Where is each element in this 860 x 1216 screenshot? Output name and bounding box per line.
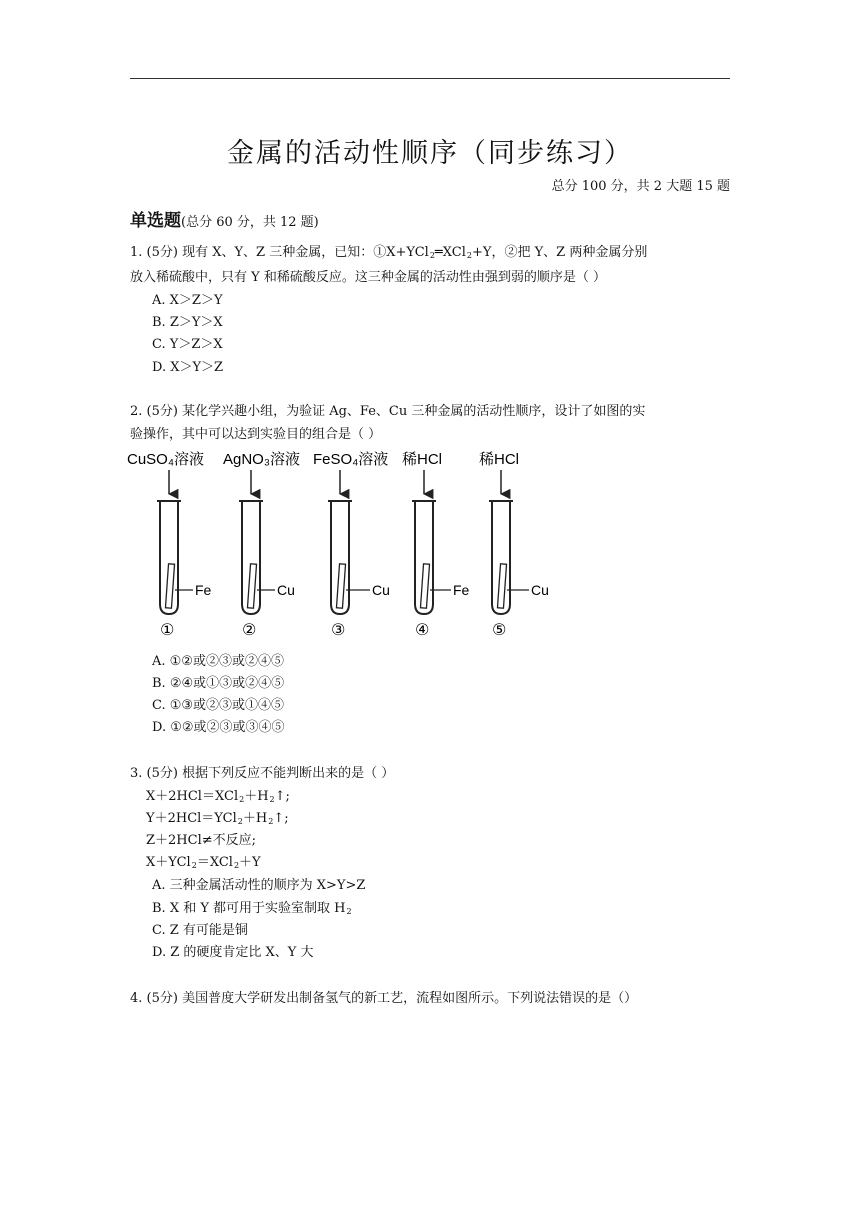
q3-equation-1: $X+2HCl=XCl_2+H_2↑$;: [146, 789, 290, 804]
tube-1-reagent: CuSO₄溶液: [127, 451, 204, 468]
tube-1-strip: [165, 564, 174, 608]
tube-5-strip: [497, 564, 506, 608]
tube-2-strip: [247, 564, 256, 608]
q3-option-d[interactable]: D. Z 的硬度肯定比 X、Y 大: [152, 945, 314, 960]
q2-option-b[interactable]: B. ②④或①③或②④⑤: [152, 676, 285, 691]
tube-3: [313, 450, 390, 639]
tube-4-reagent: 稀HCl: [402, 451, 442, 468]
tube-5-reagent: 稀HCl: [479, 451, 519, 468]
section-heading: 单选题: [130, 211, 181, 231]
q1-option-c[interactable]: C. Y＞Z＞X: [152, 337, 223, 352]
q3-line1: 3. (5分) 根据下列反应不能判断出来的是（ ）: [130, 766, 395, 781]
tube-4-number: ④: [415, 622, 430, 639]
section-info: (总分 60 分，共 12 题): [181, 215, 319, 230]
q2-option-a[interactable]: A. ①②或②③或②④⑤: [152, 654, 284, 669]
q3-option-b[interactable]: B. X 和 Y 都可用于实验室制取 $H_2$: [152, 901, 352, 916]
q3-option-a[interactable]: A. 三种金属活动性的顺序为 X>Y>Z: [152, 878, 366, 893]
q1-option-a[interactable]: A. X＞Z＞Y: [152, 293, 223, 308]
tube-5: [479, 451, 549, 639]
tube-5-metal: Cu: [531, 582, 549, 598]
tube-4-strip: [420, 564, 429, 608]
tube-3-metal: Cu: [372, 582, 390, 598]
tube-2-number: ②: [242, 622, 257, 639]
tube-3-number: ③: [331, 622, 346, 639]
q3-equation-3: Z＋2HCl≠不反应;: [146, 833, 257, 848]
tube-5-number: ⑤: [492, 622, 507, 639]
tube-3-reagent: FeSO₄溶液: [313, 451, 389, 468]
q1-line2: 放入稀硫酸中，只有 Y 和稀硫酸反应。这三种金属的活动性由强到弱的顺序是（ ）: [130, 270, 606, 285]
q1-option-b[interactable]: B. Z＞Y＞X: [152, 315, 223, 330]
q4-line1: 4. (5分) 美国普度大学研发出制备氢气的新工艺，流程如图所示。下列说法错误的是（）: [130, 991, 638, 1006]
q3-option-c[interactable]: C. Z 有可能是铜: [152, 923, 248, 938]
tube-2: [223, 450, 300, 639]
q2-line1: 2. (5分) 某化学兴趣小组，为验证 Ag、Fe、Cu 三种金属的活动性顺序，设计了如图的实: [130, 404, 646, 419]
q3-equation-4: X＋YCl$_2$＝XCl$_2$＋Y: [146, 855, 261, 870]
tube-2-metal: Cu: [277, 582, 295, 598]
q3-equation-2: $Y+2HCl=YCl_2+H_2↑$;: [146, 811, 289, 826]
q2-option-d[interactable]: D. ①②或②③或③④⑤: [152, 720, 285, 735]
exam-summary: 总分 100 分，共 2 大题 15 题: [551, 179, 730, 194]
tube-4-metal: Fe: [453, 582, 470, 598]
tube-1-number: ①: [160, 622, 175, 639]
page-title: 金属的活动性顺序（同步练习）: [227, 138, 633, 169]
tube-3-strip: [336, 564, 345, 608]
tube-1-metal: Fe: [195, 582, 212, 598]
tube-1: [127, 450, 212, 639]
q1-line1: 1. (5分) 现有 X、Y、Z 三种金属，已知：①X+YCl$_2$═XCl$_2$+Y，②把 Y、Z 两种金属分别: [130, 245, 648, 260]
q1-option-d[interactable]: D. X＞Y＞Z: [152, 360, 224, 375]
tube-2-reagent: AgNO₃溶液: [223, 451, 300, 468]
section-header: [130, 206, 319, 231]
q2-line2: 验操作，其中可以达到实验目的组合是（ ）: [130, 427, 382, 442]
tube-4: [402, 451, 470, 639]
top-rule: [130, 78, 730, 79]
q2-option-c[interactable]: C. ①③或②③或①④⑤: [152, 698, 285, 713]
test-tubes-figure: [127, 446, 557, 640]
